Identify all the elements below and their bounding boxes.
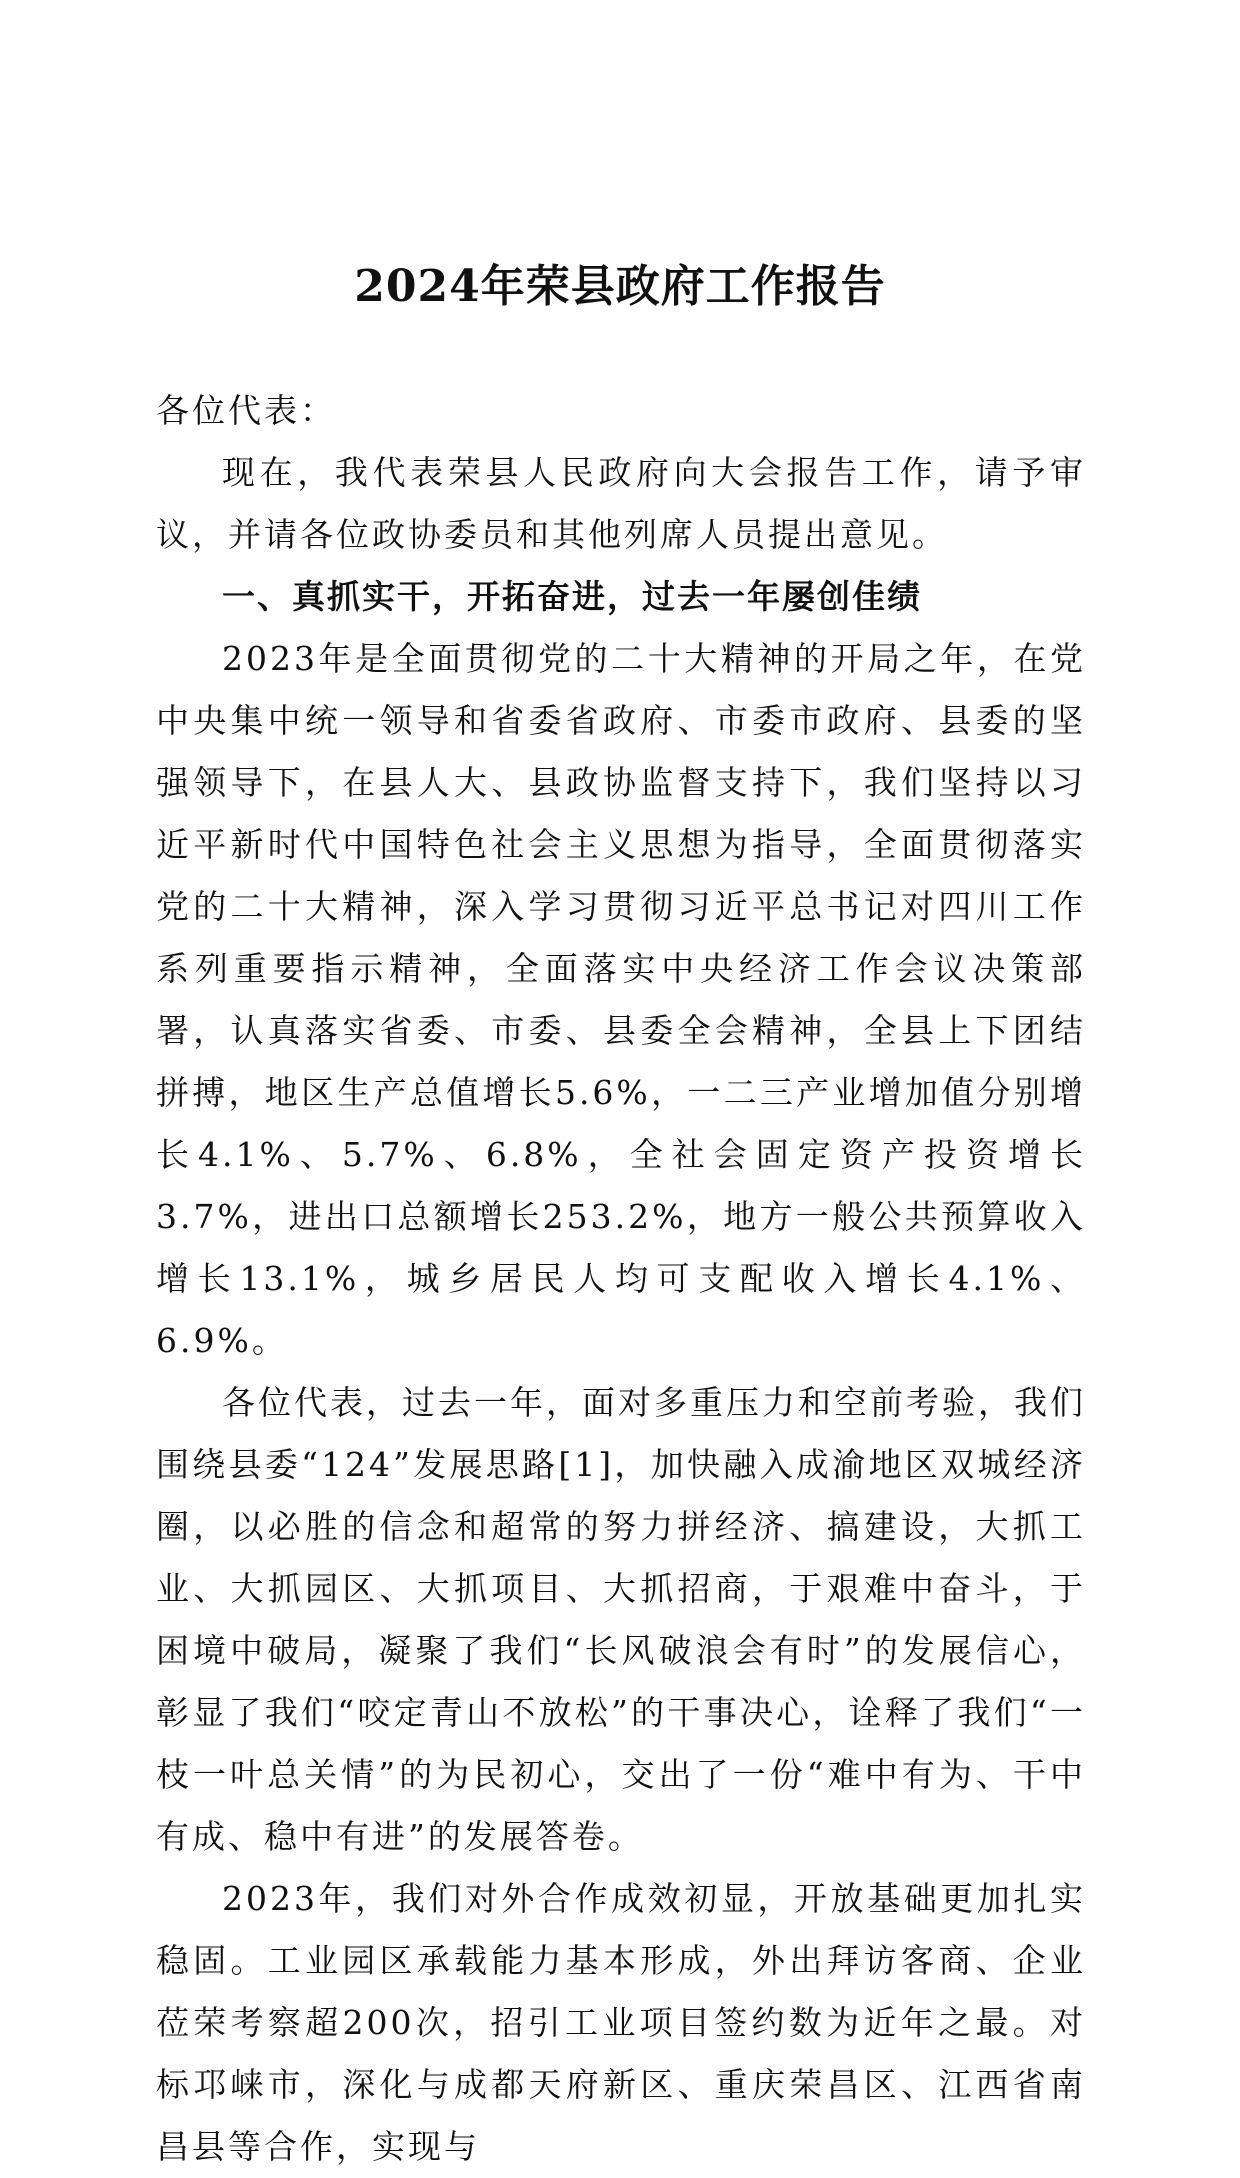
- document-title: 2024年荣县政府工作报告: [354, 261, 886, 312]
- paragraph-cooperation: 2023年，我们对外合作成效初显，开放基础更加扎实稳固。工业园区承载能力基本形成，外出拜访客商、企业莅荣考察超200次，招引工业项目签约数为近年之最。对标邛崃市，深化与成都天府新区、重庆荣昌区、江西省南昌县等合作，实现与: [156, 1879, 1086, 2166]
- salutation: 各位代表：: [156, 391, 336, 430]
- paragraph-2023-summary: 2023年是全面贯彻党的二十大精神的开局之年，在党中央集中统一领导和省委省政府、市委市政府、县委的坚强领导下，在县人大、县政协监督支持下，我们坚持以习近平新时代中国特色社会主义思想为指导，全面贯彻落实党的二十大精神，深入学习贯彻习近平总书记对四川工作系列重要指示精神，全面落实中央经济工作会议决策部署，认真落实省委、市委、县委全会精神，全县上下团结拼搏，地区生产总值增长5.6%，一二三产业增加值分别增长4.1%、5.7%、6.8%，全社会固定资产投资增长3.7%，进出口总额增长253.2%，地方一般公共预算收入增长13.1%，城乡居民人均可支配收入增长4.1%、6.9%。: [156, 639, 1086, 1360]
- section-heading: 一、真抓实干，开拓奋进，过去一年屡创佳绩: [222, 577, 922, 616]
- paragraph-delegates: 各位代表，过去一年，面对多重压力和空前考验，我们围绕县委“124”发展思路[1]，加快融入成渝地区双城经济圈，以必胜的信念和超常的努力拼经济、搞建设，大抓工业、大抓园区、大抓项目、大抓招商，于艰难中奋斗，于困境中破局，凝聚了我们“长风破浪会有时”的发展信心，彰显了我们“咬定青山不放松”的干事决心，诠释了我们“一枝一叶总关情”的为民初心，交出了一份“难中有为、干中有成、稳中有进”的发展答卷。: [156, 1383, 1086, 1856]
- document-body: [156, 380, 1086, 2178]
- intro-paragraph: 现在，我代表荣县人民政府向大会报告工作，请予审议，并请各位政协委员和其他列席人员提出意见。: [156, 453, 1086, 554]
